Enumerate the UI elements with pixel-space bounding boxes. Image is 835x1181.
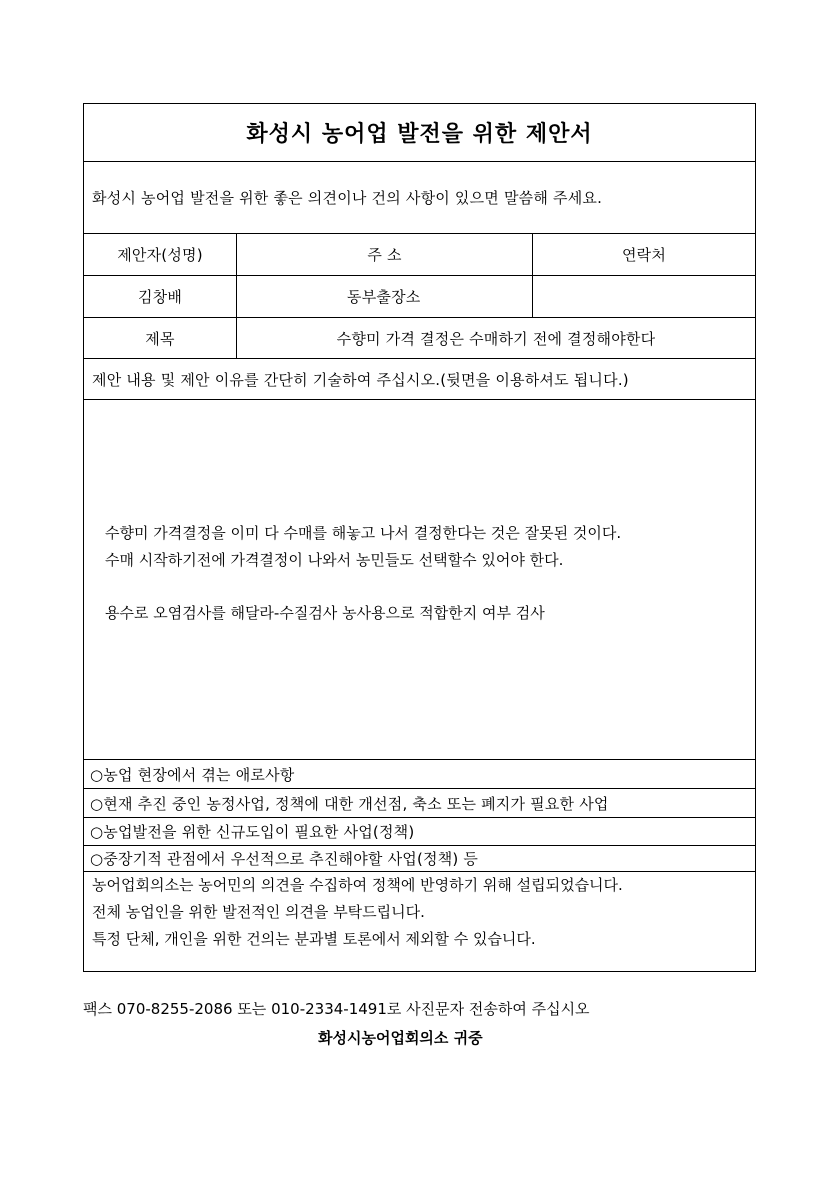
- content-paragraph: [105, 520, 621, 574]
- subject-row: [84, 318, 755, 359]
- notes-text: [92, 872, 623, 953]
- content-line: 용수로 오염검사를 해달라-수질검사 농사용으로 적합한지 여부 검사: [105, 604, 545, 622]
- header-row: [84, 234, 755, 276]
- instruction-row: [84, 359, 755, 400]
- category-row: [84, 846, 755, 872]
- address-value: 동부출장소: [236, 276, 532, 317]
- notes-area: [84, 872, 755, 971]
- contact-header: 연락처: [532, 234, 755, 275]
- category-row: [84, 818, 755, 846]
- subject-value: 수향미 가격 결정은 수매하기 전에 결정해야한다: [236, 318, 755, 358]
- category-item: ○농업 현장에서 겪는 애로사항: [90, 765, 295, 784]
- content-line: 수향미 가격결정을 이미 다 수매를 해놓고 나서 결정한다는 것은 잘못된 것이다.: [105, 524, 622, 542]
- note-line: 특정 단체, 개인을 위한 건의는 분과별 토론에서 제외할 수 있습니다.: [92, 930, 536, 948]
- fax-instruction: 팩스 070-8255-2086 또는 010-2334-1491로 사진문자 전송하여 주십시오: [83, 1000, 590, 1018]
- category-item: ○현재 추진 중인 농정사업, 정책에 대한 개선점, 축소 또는 폐지가 필요한 사업: [90, 794, 609, 813]
- content-line: 수매 시작하기전에 가격결정이 나와서 농민들도 선택할수 있어야 한다.: [105, 551, 564, 569]
- intro-row: [84, 162, 755, 234]
- address-header: 주 소: [236, 234, 532, 275]
- category-item: ○중장기적 관점에서 우선적으로 추진해야할 사업(정책) 등: [90, 850, 479, 868]
- category-row: [84, 789, 755, 818]
- contact-value: [532, 276, 755, 317]
- note-line: 전체 농업인을 위한 발전적인 의견을 부탁드립니다.: [92, 903, 425, 921]
- content-paragraph: [105, 600, 545, 627]
- content-area: [84, 400, 755, 760]
- proposer-name: 김창배: [137, 288, 183, 306]
- proposer-header: 제안자(성명): [117, 246, 203, 264]
- form-title: 화성시 농어업 발전을 위한 제안서: [246, 122, 593, 147]
- category-row: [84, 760, 755, 789]
- note-line: 농어업회의소는 농어민의 의견을 수집하여 정책에 반영하기 위해 설립되었습니다.: [92, 876, 623, 894]
- proposal-form: [83, 103, 756, 972]
- organization-name: 화성시농어업회의소 귀중: [318, 1029, 483, 1047]
- intro-text: 화성시 농어업 발전을 위한 좋은 의견이나 건의 사항이 있으면 말씀해 주세요.: [92, 189, 603, 207]
- category-item: ○농업발전을 위한 신규도입이 필요한 사업(정책): [90, 823, 415, 841]
- instruction-text: 제안 내용 및 제안 이유를 간단히 기술하여 주십시오.(뒷면을 이용하셔도 됩니다.): [92, 370, 629, 389]
- title-row: [84, 104, 755, 162]
- values-row: [84, 276, 755, 318]
- subject-label: 제목: [145, 329, 175, 348]
